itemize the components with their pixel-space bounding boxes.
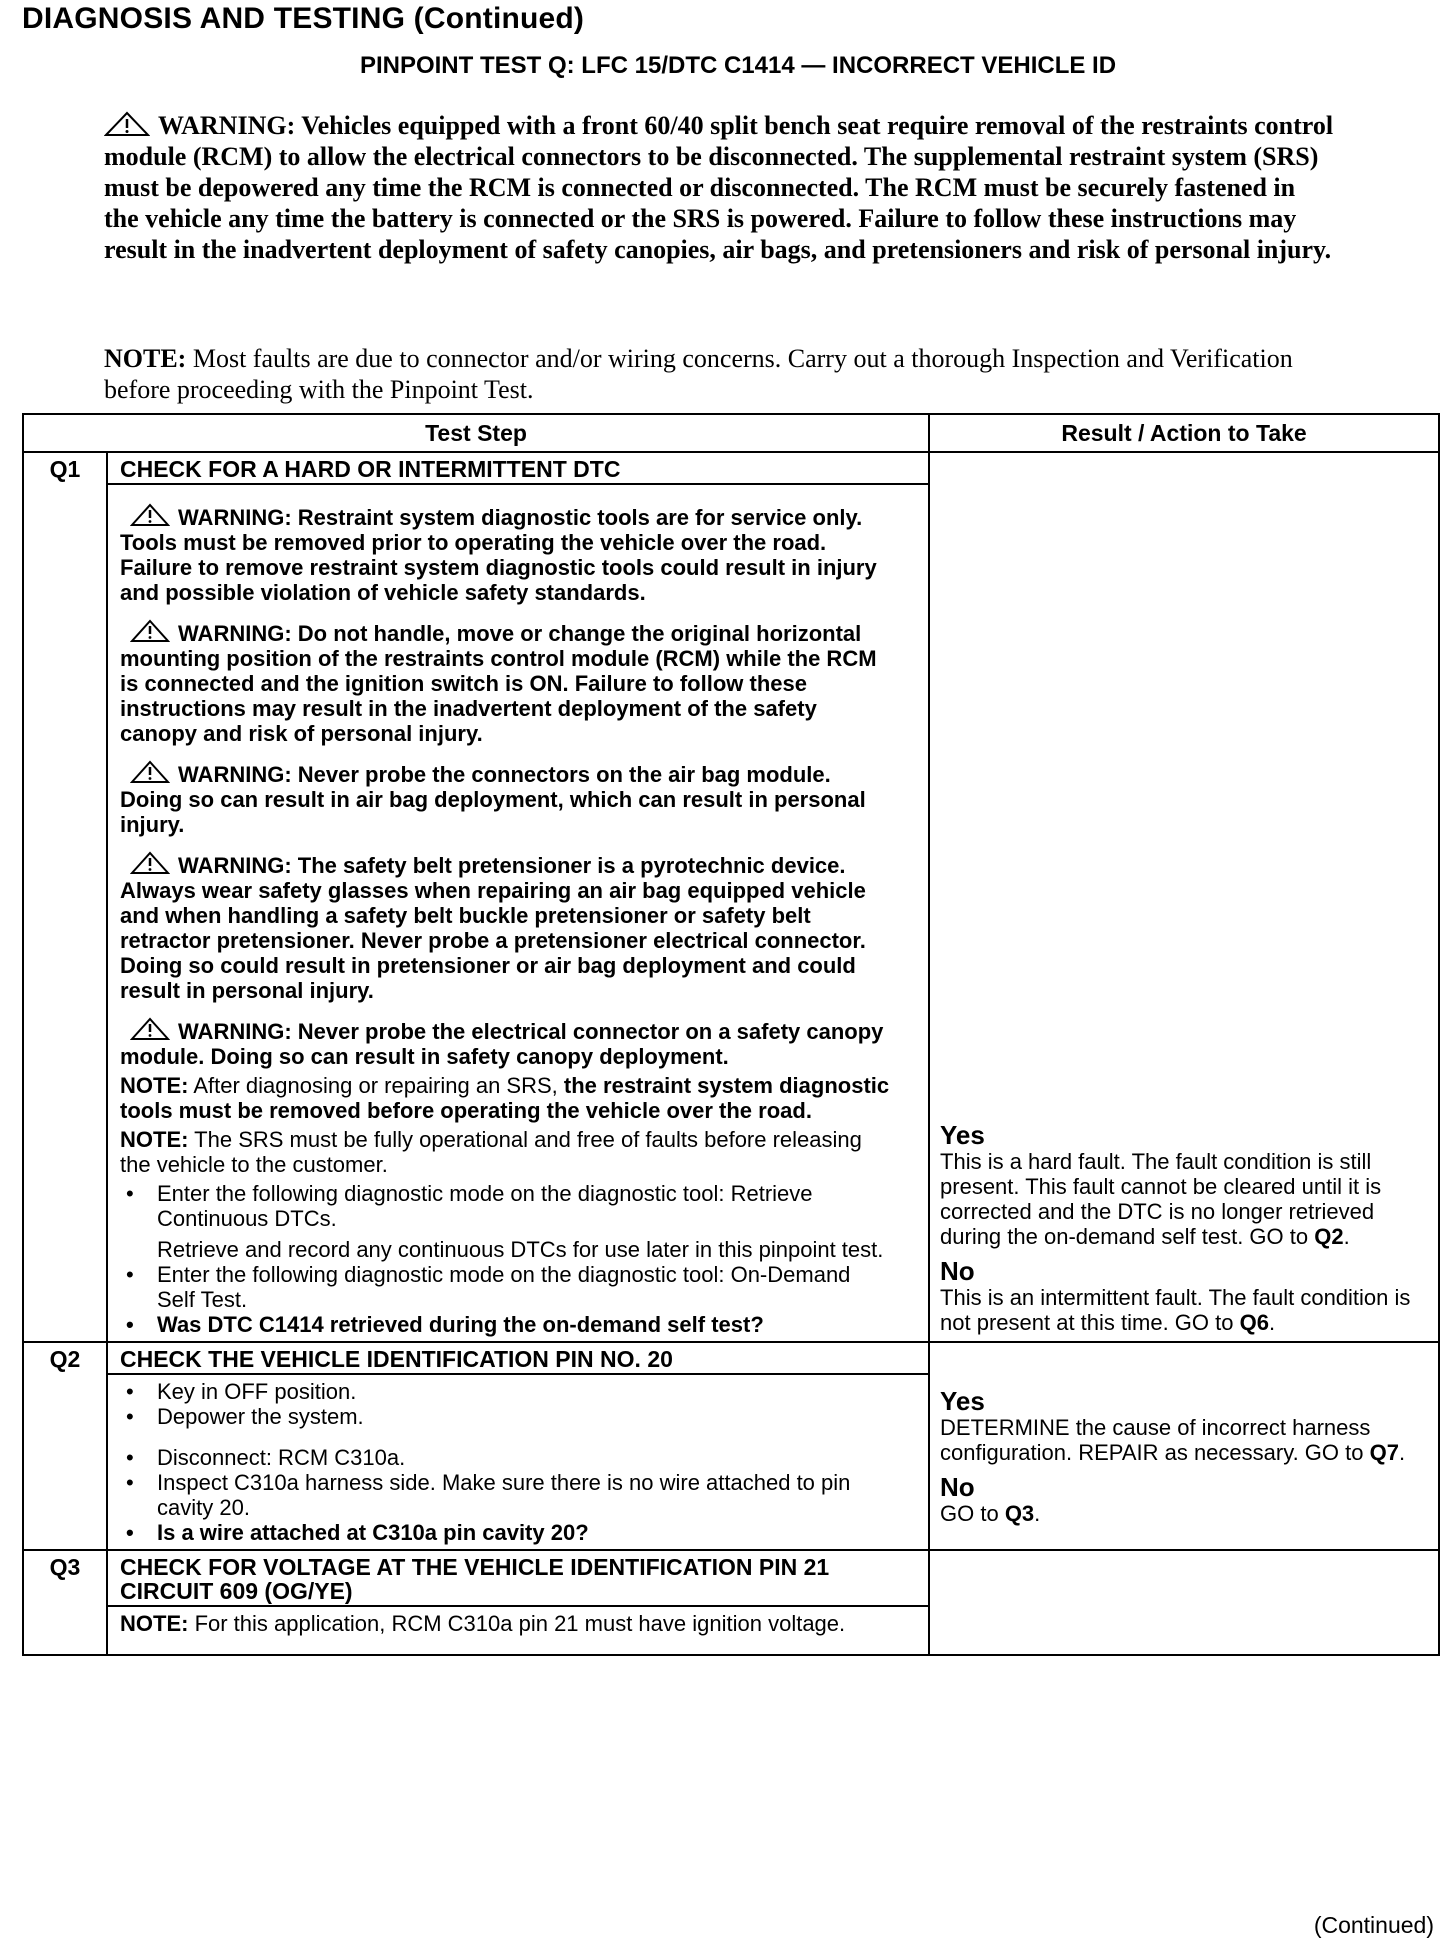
col-header-test-step: Test Step	[23, 414, 929, 452]
q1-yes-text	[940, 1149, 1432, 1249]
step-q3-title: CHECK FOR VOLTAGE AT THE VEHICLE IDENTIFICATION PIN 21 CIRCUIT 609 (OG/YE)	[107, 1550, 929, 1606]
warning-triangle-icon	[130, 1017, 170, 1041]
list-item: • Disconnect: RCM C310a.	[120, 1445, 892, 1470]
step-q3-result	[929, 1550, 1439, 1655]
intro-note-text: Most faults are due to connector and/or wiring concerns. Carry out a thorough Inspection and Verification before proceeding with the Pinpoint Test.	[104, 344, 1293, 404]
q2-steps-list	[120, 1379, 892, 1545]
q3-note-text: For this application, RCM C310a pin 21 must have ignition voltage.	[188, 1611, 846, 1636]
step-q1-result	[929, 452, 1439, 1342]
step-q1-body	[107, 484, 929, 1342]
pinpoint-test-table	[22, 413, 1440, 1656]
q1-warning-1	[120, 503, 892, 605]
q2-yes-text	[940, 1415, 1432, 1465]
step-q3-body	[107, 1606, 929, 1655]
q1-question: • Was DTC C1414 retrieved during the on-demand self test?	[120, 1312, 892, 1337]
q2-yes-desc: DETERMINE the cause of incorrect harness configuration. REPAIR as necessary. GO to	[940, 1415, 1371, 1465]
step-q2-body	[107, 1374, 929, 1550]
step-q3-id: Q3	[23, 1550, 107, 1606]
table-header-row	[23, 414, 1439, 452]
q1-steps-list	[120, 1181, 892, 1231]
step-q2-title-row	[23, 1342, 1439, 1374]
step-q3-id-spacer	[23, 1606, 107, 1655]
step-q2-title: CHECK THE VEHICLE IDENTIFICATION PIN NO. 20	[107, 1342, 929, 1374]
step-q2-id: Q2	[23, 1342, 107, 1374]
q3-note	[120, 1611, 892, 1636]
q1-note-2-text: The SRS must be fully operational and free of faults before releasing the vehicle to the customer.	[120, 1127, 862, 1177]
q1-no-end: .	[1268, 1310, 1276, 1335]
q1-yes-label: Yes	[940, 1120, 985, 1150]
footer-continued: (Continued)	[1313, 1912, 1434, 1938]
q1-steps-list-2	[120, 1262, 892, 1337]
q3-note-label: NOTE:	[120, 1611, 189, 1636]
step-q1-title-row	[23, 452, 1439, 484]
q1-warning-1-text: WARNING: Restraint system diagnostic tools are for service only. Tools must be removed prior to operating the vehicle over the road. Failure to remove restraint system diagnostic tools could result in injury and possible violation of vehicle safety standards.	[120, 505, 877, 605]
step-q1-id-spacer	[23, 484, 107, 1342]
q1-warning-5-text: WARNING: Never probe the electrical connector on a safety canopy module. Doing so can result in safety canopy deployment.	[120, 1019, 884, 1069]
q1-warning-5	[120, 1017, 892, 1069]
q2-no-text	[940, 1501, 1432, 1526]
q1-note-1	[120, 1073, 892, 1123]
q1-warning-2	[120, 619, 892, 746]
warning-triangle-icon	[104, 111, 150, 137]
col-header-result: Result / Action to Take	[929, 414, 1439, 452]
warning-triangle-icon	[130, 760, 170, 784]
q1-note-1-bold: the restraint system diagnostic tools must be removed before operating the vehicle over the road.	[120, 1073, 890, 1123]
step-q2-result	[929, 1342, 1439, 1550]
q2-yes-end: .	[1398, 1440, 1406, 1465]
intro-warning	[104, 110, 1334, 265]
q1-yes-end: .	[1343, 1224, 1350, 1249]
q1-warning-4-text: WARNING: The safety belt pretensioner is a pyrotechnic device. Always wear safety glasses when repairing an air bag equipped vehicle and when handling a safety belt buckle pretensioner or safety belt retractor pretensioner. Never probe a pretensioner electrical connector. Doing so could result in pretensioner or air bag deployment and could result in personal injury.	[120, 853, 866, 1003]
q1-warning-4	[120, 851, 892, 1003]
q1-yes-desc: This is a hard fault. The fault condition is still present. This fault cannot be cleared until it is corrected and the DTC is no longer retrieved during the on-demand self test. GO to	[940, 1149, 1382, 1249]
step-q3-title-row	[23, 1550, 1439, 1606]
intro-note	[104, 343, 1334, 405]
q1-no-label: No	[940, 1256, 975, 1286]
q1-note-1-label: NOTE:	[120, 1073, 189, 1098]
warning-triangle-icon	[130, 619, 170, 643]
q2-yes-goto: Q7	[1369, 1440, 1399, 1465]
q1-warning-2-text: WARNING: Do not handle, move or change the original horizontal mounting position of the restraints control module (RCM) while the RCM is connected and the ignition switch is ON. Failure to follow these instructions may result in the inadvertent deployment of the safety canopy and risk of personal injury.	[120, 621, 877, 746]
step-q2-id-spacer	[23, 1374, 107, 1550]
q2-no-desc: GO to	[940, 1501, 1005, 1526]
list-item: • Inspect C310a harness side. Make sure there is no wire attached to pin cavity 20.	[120, 1470, 892, 1520]
warning-triangle-icon	[130, 503, 170, 527]
q1-no-desc: This is an intermittent fault. The fault condition is not present at this time. GO to	[940, 1285, 1411, 1335]
intro-warning-text: WARNING: Vehicles equipped with a front 60/40 split bench seat require removal of the restraints control module (RCM) to allow the electrical connectors to be disconnected. The supplemental restraint system (SRS) must be depowered any time the RCM is connected or disconnected. The RCM must be securely fastened in the vehicle any time the battery is connected or the SRS is powered. Failure to follow these instructions may result in the inadvertent deployment of safety canopies, air bags, and pretensioners and risk of personal injury.	[104, 111, 1334, 264]
step-q1-id: Q1	[23, 452, 107, 484]
list-item: • Key in OFF position.	[120, 1379, 892, 1404]
q2-yes-label: Yes	[940, 1386, 985, 1416]
step-q1-title: CHECK FOR A HARD OR INTERMITTENT DTC	[107, 452, 929, 484]
q2-no-goto: Q3	[1004, 1501, 1035, 1526]
q1-note-2-label: NOTE:	[120, 1127, 189, 1152]
q1-no-text	[940, 1285, 1432, 1335]
q2-no-end: .	[1034, 1501, 1041, 1526]
q1-note-2	[120, 1127, 892, 1177]
intro-note-label: NOTE:	[104, 344, 187, 373]
list-item: • Enter the following diagnostic mode on the diagnostic tool: Retrieve Continuous DTCs.	[120, 1181, 892, 1231]
q1-yes-goto: Q2	[1314, 1224, 1344, 1249]
q1-subparagraph: Retrieve and record any continuous DTCs for use later in this pinpoint test.	[157, 1237, 884, 1262]
q1-no-goto: Q6	[1239, 1310, 1269, 1335]
page-title: DIAGNOSIS AND TESTING (Continued)	[22, 2, 585, 35]
warning-triangle-icon	[130, 851, 170, 875]
q2-no-label: No	[940, 1472, 975, 1502]
list-item: • Depower the system.	[120, 1404, 892, 1429]
q1-warning-3-text: WARNING: Never probe the connectors on the air bag module. Doing so can result in air bag deployment, which can result in personal injury.	[120, 762, 866, 837]
q1-note-1-text: After diagnosing or repairing an SRS,	[188, 1073, 564, 1098]
pinpoint-test-title: PINPOINT TEST Q: LFC 15/DTC C1414 — INCORRECT VEHICLE ID	[359, 52, 1117, 79]
list-item: • Enter the following diagnostic mode on the diagnostic tool: On-Demand Self Test.	[120, 1262, 892, 1312]
q2-question: • Is a wire attached at C310a pin cavity 20?	[120, 1520, 892, 1545]
q1-warning-3	[120, 760, 892, 837]
